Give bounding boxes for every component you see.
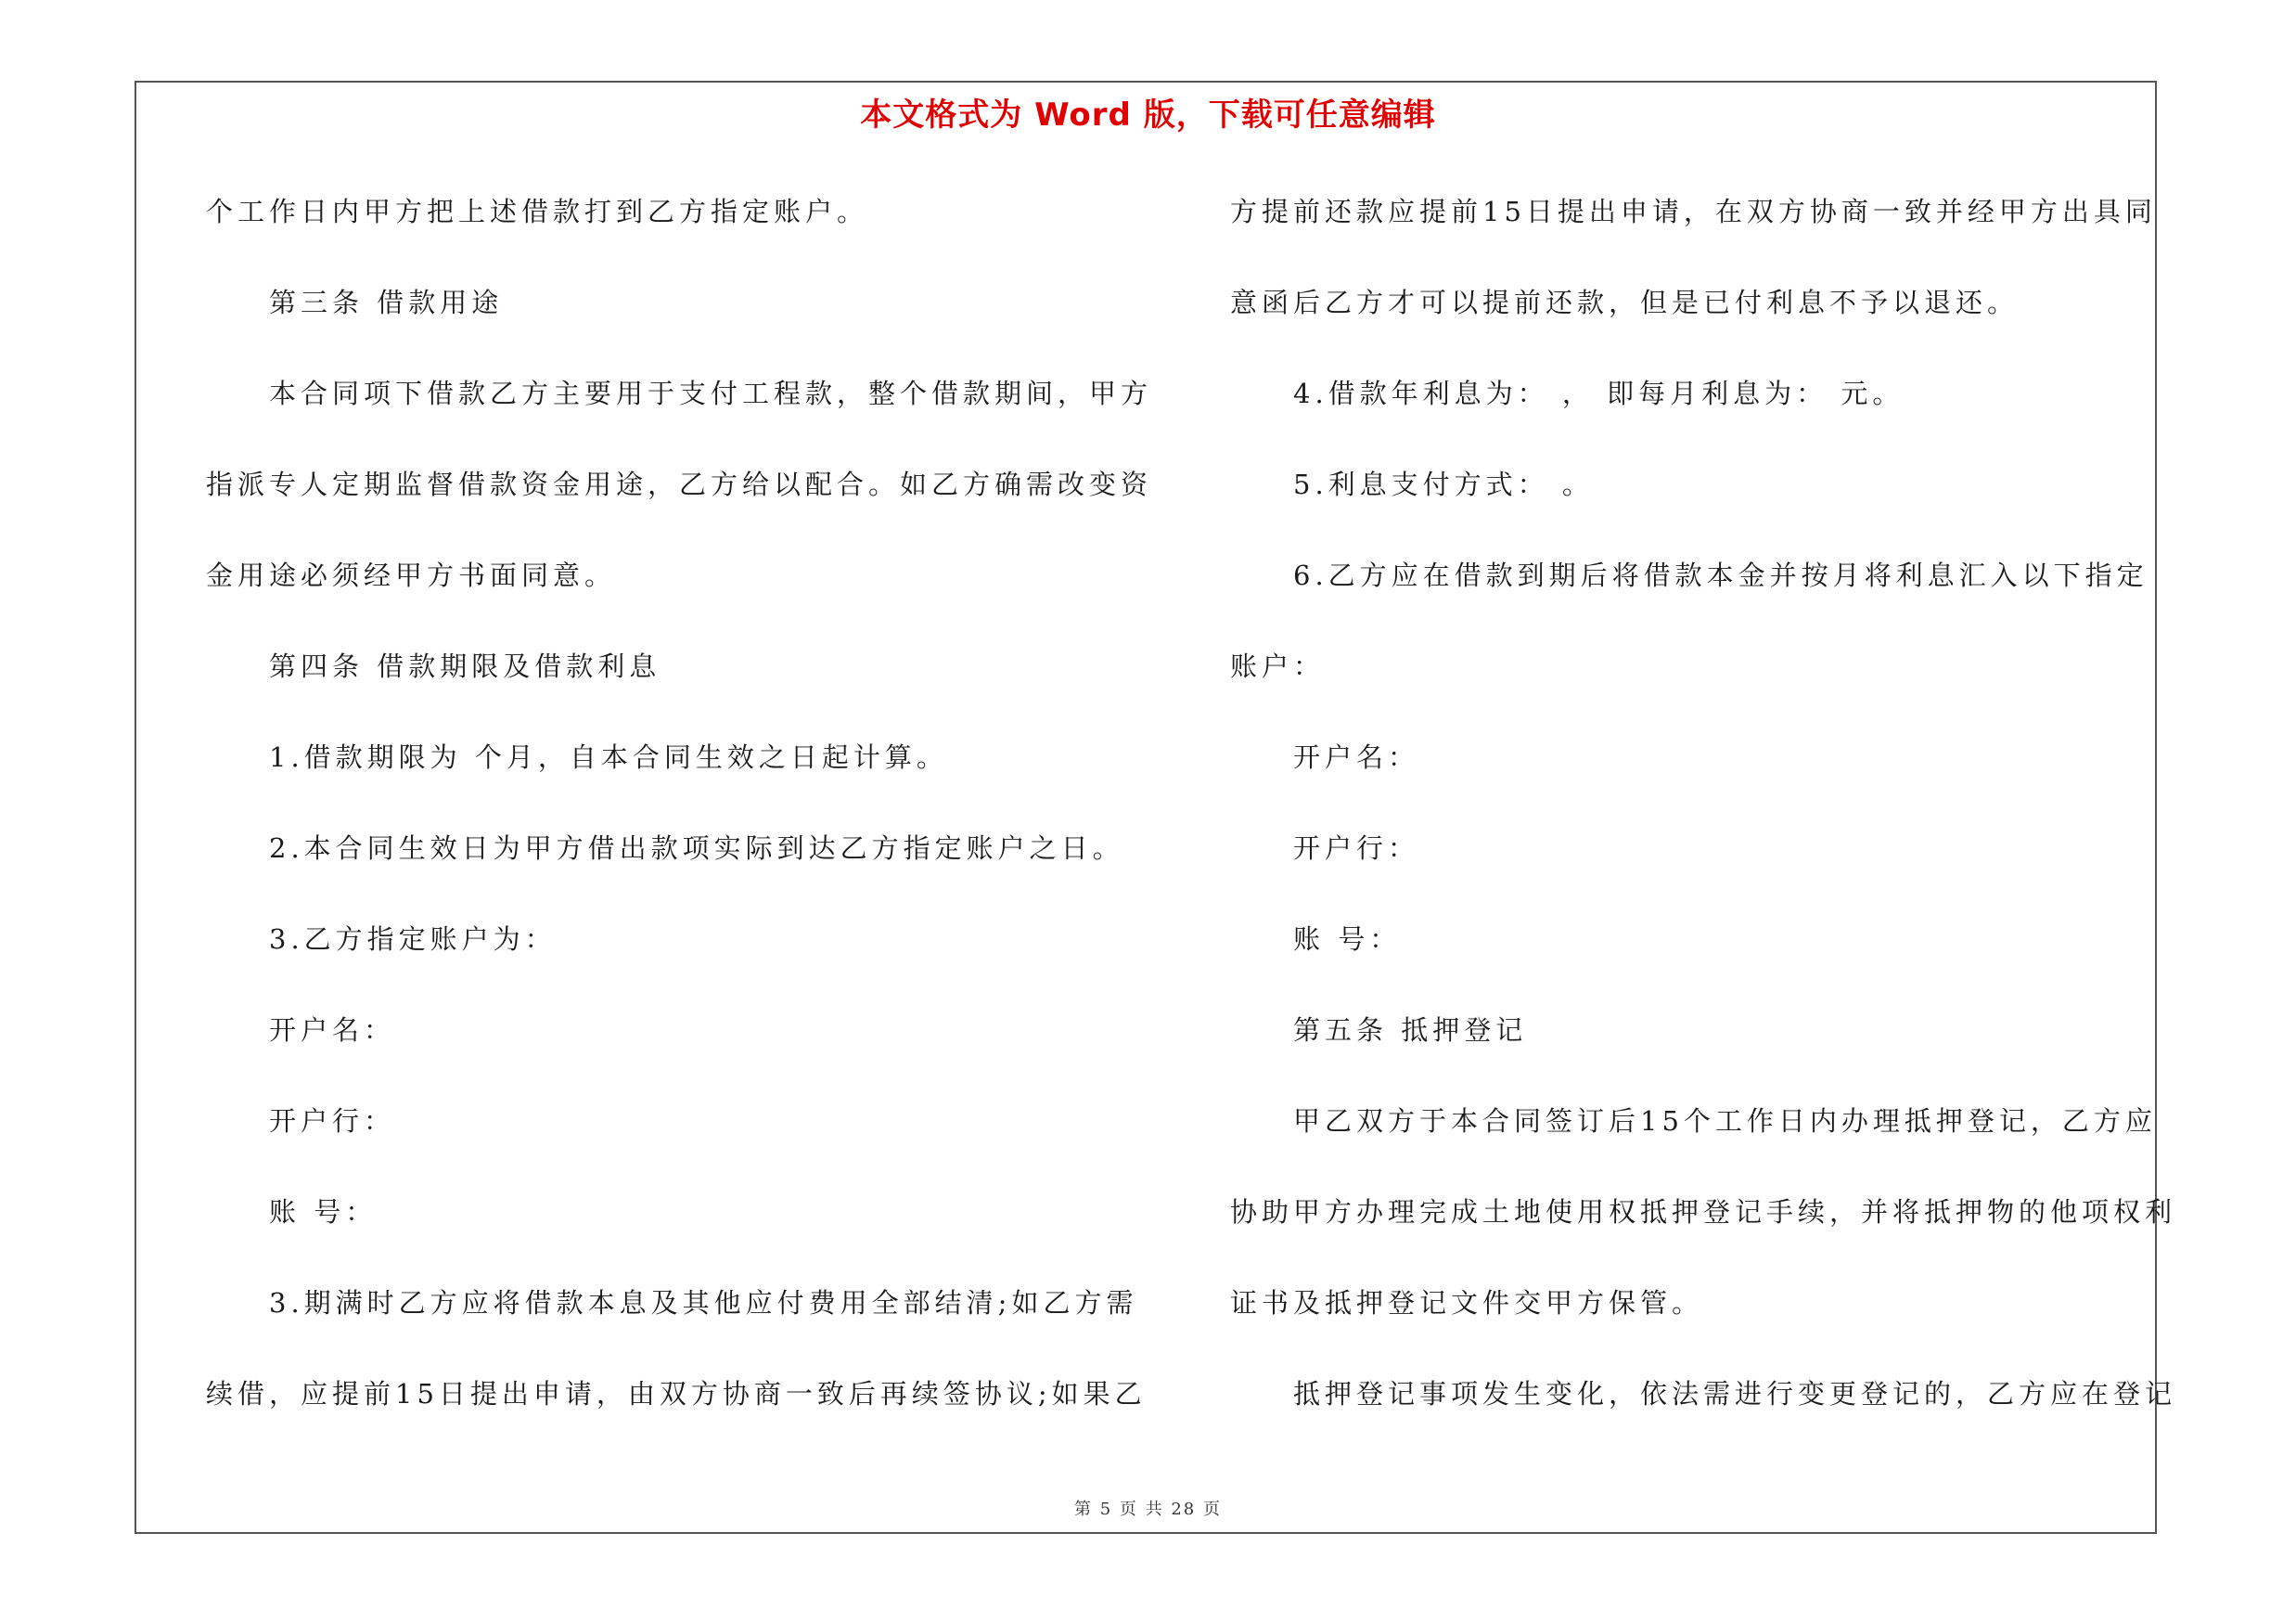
text-line: 5.利息支付方式： 。	[1293, 469, 1594, 500]
text-line: 第四条 借款期限及借款利息	[269, 650, 661, 682]
text-line: 金用途必须经甲方书面同意。	[206, 560, 617, 591]
text-line: 抵押登记事项发生变化，依法需进行变更登记的，乙方应在登记	[1293, 1378, 2177, 1410]
text-line: 1.借款期限为 个月，自本合同生效之日起计算。	[269, 741, 948, 773]
text-line: 个工作日内甲方把上述借款打到乙方指定账户。	[206, 196, 869, 227]
text-line: 账 号：	[1293, 923, 1402, 955]
text-line: 开户名：	[269, 1014, 396, 1046]
text-line: 账 号：	[269, 1196, 378, 1228]
text-line: 4.借款年利息为： ， 即每月利息为： 元。	[1293, 378, 1905, 409]
text-line: 本合同项下借款乙方主要用于支付工程款，整个借款期间，甲方	[269, 378, 1153, 409]
text-line: 6.乙方应在借款到期后将借款本金并按月将利息汇入以下指定	[1293, 560, 2148, 591]
text-line: 意函后乙方才可以提前还款，但是已付利息不予以退还。	[1230, 287, 2020, 318]
text-line: 协助甲方办理完成土地使用权抵押登记手续，并将抵押物的他项权利	[1230, 1196, 2177, 1228]
page-number: 第 5 页 共 28 页	[1074, 1500, 1222, 1519]
text-line: 2.本合同生效日为甲方借出款项实际到达乙方指定账户之日。	[269, 832, 1124, 864]
text-line: 开户行：	[269, 1105, 396, 1137]
left-column	[206, 184, 1153, 1457]
text-line: 第五条 抵押登记	[1293, 1014, 1528, 1046]
text-line: 3.乙方指定账户为：	[269, 923, 557, 955]
word-format-banner: 本文格式为 Word 版，下载可任意编辑	[860, 97, 1436, 134]
text-line: 指派专人定期监督借款资金用途，乙方给以配合。如乙方确需改变资	[206, 469, 1153, 500]
right-column	[1230, 184, 2177, 1457]
text-line: 甲乙双方于本合同签订后15个工作日内办理抵押登记，乙方应	[1293, 1105, 2157, 1137]
text-line: 开户行：	[1293, 832, 1420, 864]
text-line: 开户名：	[1293, 741, 1420, 773]
text-line: 续借，应提前15日提出申请，由双方协商一致后再续签协议;如果乙	[206, 1378, 1147, 1410]
text-line: 证书及抵押登记文件交甲方保管。	[1230, 1287, 1704, 1319]
text-line: 方提前还款应提前15日提出申请，在双方协商一致并经甲方出具同	[1230, 196, 2157, 227]
text-line: 第三条 借款用途	[269, 287, 504, 318]
text-line: 账户：	[1230, 650, 1326, 682]
text-line: 3.期满时乙方应将借款本息及其他应付费用全部结清;如乙方需	[269, 1287, 1138, 1319]
